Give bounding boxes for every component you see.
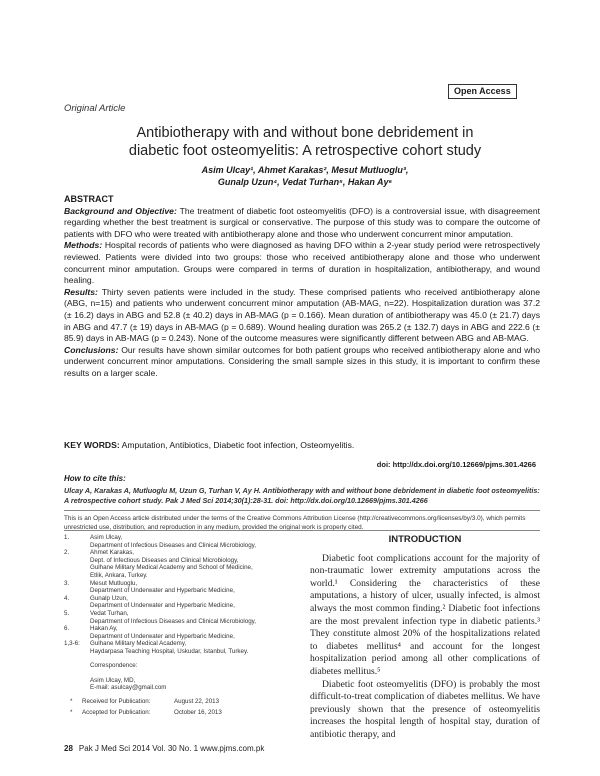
affiliation-item [64, 580, 300, 595]
affiliation-item [64, 640, 300, 655]
affiliation-text: Gunalp Uzun, Department of Underwater and Hyperbaric Medicine, [90, 594, 235, 610]
affiliation-text: Ahmet Karakas, Dept. of Infectious Diseases and Clinical Microbiology, Gulhane Military Medical Academy and School of Medicine, Etlik, Ankara, Turkey. [90, 549, 253, 579]
date-label: Received for Publication: [82, 697, 151, 705]
date-value: October 16, 2013 [174, 709, 222, 717]
methods-label: Methods: [64, 240, 103, 251]
date-bullet: * [70, 697, 73, 705]
divider [64, 530, 540, 531]
conclusions-text: Our results have shown similar outcomes for both patient groups who received antibiotherapy alone and who underwent concurrent minor amputations. Considering the small sample sizes in this study, it is important to confirm these results on a larger scale. [64, 344, 540, 378]
article-type: Original Article [64, 103, 126, 114]
page-footer [64, 744, 264, 753]
affiliation-number: 2. [64, 549, 70, 557]
keywords-label: KEY WORDS: [64, 440, 120, 450]
date-label: Accepted for Publication: [82, 709, 151, 717]
publication-dates [64, 698, 300, 717]
abstract-results [64, 287, 540, 345]
authors-line-1: Asim Ulcay¹, Ahmet Karakas², Mesut Mutluoglu³, [201, 165, 409, 175]
date-value: August 22, 2013 [174, 697, 220, 705]
title-line-2: diabetic foot osteomyelitis: A retrospective cohort study [128, 143, 482, 159]
license-text: This is an Open Access article distributed under the terms of the Creative Commons Attribution License (http://creativecommons.org/licenses/by/3.0), which permits unrestricted use, distribution, and reproduction in any medium, provided the original work is properly cited. [64, 515, 526, 531]
date-row [70, 709, 300, 717]
title-line-1: Antibiotherapy with and without bone debridement in [136, 125, 474, 141]
methods-text: Hospital records of patients who were diagnosed as having DFO within a 2-year study period were retrospectively reviewed. Patients were divided into two groups: those who received antibiotherapy alone and those who underwent concurrent minor amputation. Groups were compared in terms of duration in hospitalization, antibiotherapy, and wound healing. [64, 240, 540, 286]
correspondence: Correspondence: Asim Ulcay, MD, E-mail: asulcay@gmail.com [90, 661, 167, 692]
affiliation-text: Hakan Ay, Department of Underwater and Hyperbaric Medicine, [90, 625, 235, 640]
abstract-conclusions [64, 345, 540, 380]
divider [64, 510, 540, 511]
abstract [64, 194, 540, 380]
affiliation-number: 1,3-6: [64, 640, 80, 648]
affiliation-item [64, 610, 300, 625]
intro-paragraph-2: Diabetic foot osteomyelitis (DFO) is probably the most difficult-to-treat complication of diabetes mellitus. We have previously shown that the presence of osteomyelitis increases the hospital length of hospital stay, duration of antibiotic therapy, and [310, 678, 540, 740]
affiliation-number: 6. [64, 625, 70, 633]
affiliation-list [64, 534, 300, 656]
affiliation-text: Vedat Turhan, Department of Infectious Diseases and Clinical Microbiology, [90, 609, 256, 625]
doi-link[interactable]: doi: http://dx.doi.org/10.12669/pjms.301.4266 [376, 460, 536, 469]
abstract-heading: ABSTRACT [64, 194, 114, 204]
affiliation-item [64, 595, 300, 610]
article-title [70, 124, 540, 160]
keywords [64, 440, 540, 450]
cite-heading: How to cite this: [64, 474, 126, 483]
citation-text: Ulcay A, Karakas A, Mutluoglu M, Uzun G, Turhan V, Ay H. Antibiotherapy with and without bone debridement in diabetic foot osteomyelitis: A retrospective cohort study. Pak J Med Sci 2014;30(1):28-31. doi: http://dx.doi.org/10.12669/pjms.301.4266 [64, 486, 540, 505]
open-access-badge: Open Access [448, 84, 517, 99]
introduction [310, 534, 540, 742]
affiliation-number: 3. [64, 579, 70, 587]
affiliation-item [64, 534, 300, 549]
abstract-methods [64, 240, 540, 286]
affiliation-text: Gulhane Military Medical Academy, Haydarpasa Teaching Hospital, Uskudar, Istanbul, Turkey. [90, 640, 249, 655]
affiliation-item [64, 549, 300, 579]
abstract-objective [64, 206, 540, 241]
affiliation-number: 4. [64, 594, 70, 602]
affiliation-number: 1. [64, 534, 70, 541]
keywords-text: Amputation, Antibiotics, Diabetic foot infection, Osteomyelitis. [119, 440, 355, 450]
affiliation-text: Mesut Mutluoglu, Department of Underwater and Hyperbaric Medicine, [90, 579, 235, 595]
page-number: 28 [64, 744, 73, 753]
conclusions-label: Conclusions: [64, 344, 119, 355]
intro-paragraph-1: Diabetic foot complications account for the majority of non-traumatic lower extremity amputations across the world.¹ Considering the characteristics of these amputations, a history of ulcer, usually infected, is almost always the most common finding.² Diabetic foot infections are the most prevalent infection type in diabetic patients.³ They constitute almost 20% of the hospitalizations related to diabetes mellitus⁴ and account for the longest hospitalization period among all other complications of diabetes mellitus.⁵ [310, 552, 540, 677]
objective-label: Background and Objective: [64, 205, 177, 216]
journal-info: Pak J Med Sci 2014 Vol. 30 No. 1 www.pjms.com.pk [78, 744, 265, 753]
intro-heading: INTRODUCTION [388, 534, 462, 545]
authors-line-2: Gunalp Uzun⁴, Vedat Turhan⁵, Hakan Ay⁶ [217, 177, 393, 187]
affiliation-item [64, 625, 300, 640]
results-label: Results: [64, 286, 98, 297]
affiliations-column [64, 534, 300, 721]
affiliation-text: Asim Ulcay, Department of Infectious Diseases and Clinical Microbiology, [90, 534, 256, 549]
date-bullet: * [70, 709, 73, 717]
results-text: Thirty seven patients were included in the study. These comprised patients who received antibiotherapy alone (ABG, n=15) and patients who underwent concurrent minor amputation (AB-MAG, n=22). Hospitalization duration was 37.2 (± 16.2) days in ABG and 52.8 (± 40.2) days in AB-MAG (p = 0.166). Mean duration of antibiotherapy was 45.0 (± 21.7) days in ABG and 47.7 (± 19) days in AB-MAG (p = 0.689). Wound healing duration was 265.2 (± 132.7) days in ABG and 222.6 (± 85.9) days in AB-MAG (p = 0.243). None of the outcome measures were significantly different between ABG and AB-MAG. [64, 286, 540, 344]
author-list [120, 164, 490, 188]
objective-text: The treatment of diabetic foot osteomyelitis (DFO) is a controversial issue, with disagreement regarding whether the best treatment is surgical or conservative. The purpose of this study was to compare the outcome of patients with DFO who were treated with antibiotherapy alone and those who underwent concurrent minor amputation. [64, 205, 540, 239]
date-row [70, 698, 300, 706]
affiliation-number: 5. [64, 609, 70, 617]
